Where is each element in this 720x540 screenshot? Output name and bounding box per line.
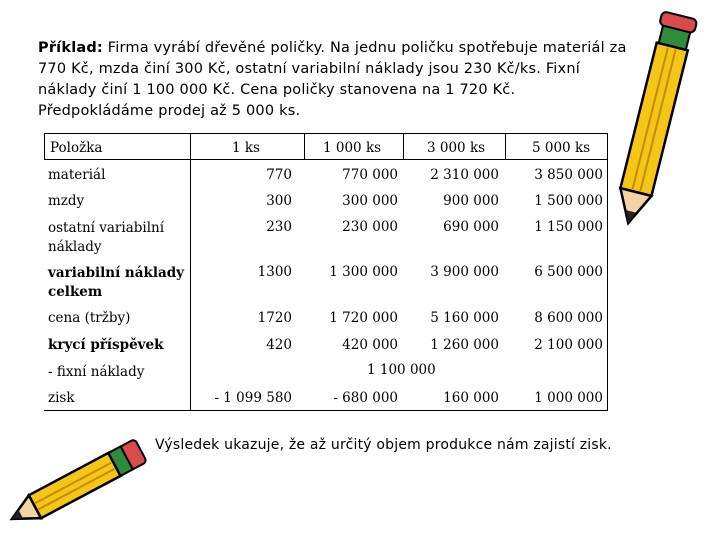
header-5000ks: 5 000 ks	[532, 140, 591, 156]
row-label-mzdy: mzdy	[48, 193, 85, 209]
cell-kryci-5000ks: 2 100 000	[534, 337, 603, 353]
cell-mzdy-5000ks: 1 500 000	[534, 193, 603, 209]
cell-cena-5000ks: 8 600 000	[534, 310, 603, 326]
cell-varcelkem-5000ks: 6 500 000	[534, 264, 603, 280]
cell-cena-1ks: 1720	[257, 310, 292, 326]
row-label-variabilni-celkem: variabilní náklady celkem	[48, 265, 184, 300]
cell-cena-3000ks: 5 160 000	[430, 310, 499, 326]
cell-ostatni-1000ks: 230 000	[342, 219, 398, 235]
cell-material-5000ks: 3 850 000	[534, 167, 603, 183]
col-divider-3	[403, 133, 404, 159]
cell-kryci-1ks: 420	[266, 337, 292, 353]
result-sentence: Výsledek ukazuje, že až určitý objem produkce nám zajistí zisk.	[155, 437, 612, 453]
cell-ostatni-3000ks: 690 000	[443, 219, 499, 235]
intro-paragraph	[38, 38, 628, 122]
pencil-top-right-icon	[600, 5, 715, 235]
intro-text: Firma vyrábí dřevěné poličky. Na jednu poličku spotřebuje materiál za 770 Kč, mzda činí 300 Kč, ostatní variabilní náklady jsou 230 Kč/ks. Fixní náklady činí 1 100 000 Kč. Cena poličky stanovena na 1 720 Kč. Předpokládáme prodej až 5 000 ks.	[38, 40, 627, 119]
cell-material-1000ks: 770 000	[342, 167, 398, 183]
header-3000ks: 3 000 ks	[427, 140, 486, 156]
cell-fixni-span: 1 100 000	[367, 362, 436, 378]
row-label-cena: cena (tržby)	[48, 310, 131, 326]
row-label-fixni: - fixní náklady	[48, 364, 145, 380]
col-divider-2	[304, 133, 305, 159]
col-divider-1	[190, 133, 191, 410]
cell-material-1ks: 770	[266, 167, 292, 183]
cell-kryci-3000ks: 1 260 000	[430, 337, 499, 353]
table-left-border	[44, 133, 45, 159]
table-header-divider	[44, 159, 608, 160]
cell-varcelkem-1000ks: 1 300 000	[329, 264, 398, 280]
cell-kryci-1000ks: 420 000	[342, 337, 398, 353]
cell-zisk-3000ks: 160 000	[443, 390, 499, 406]
table-bottom-border	[44, 410, 608, 411]
cell-cena-1000ks: 1 720 000	[329, 310, 398, 326]
cell-ostatni-1ks: 230	[266, 219, 292, 235]
cell-ostatni-5000ks: 1 150 000	[534, 219, 603, 235]
cell-varcelkem-3000ks: 3 900 000	[430, 264, 499, 280]
cell-zisk-5000ks: 1 000 000	[534, 390, 603, 406]
header-1ks: 1 ks	[232, 140, 260, 156]
pencil-bottom-left-icon	[0, 430, 160, 540]
cell-varcelkem-1ks: 1300	[257, 264, 292, 280]
row-label-kryci: krycí příspěvek	[48, 337, 164, 353]
cell-mzdy-1ks: 300	[266, 193, 292, 209]
header-polozka: Položka	[50, 140, 103, 156]
row-label-zisk: zisk	[48, 390, 75, 406]
cell-mzdy-1000ks: 300 000	[342, 193, 398, 209]
row-label-material: materiál	[48, 167, 106, 183]
header-1000ks: 1 000 ks	[323, 140, 382, 156]
cell-mzdy-3000ks: 900 000	[443, 193, 499, 209]
intro-label: Příklad:	[38, 40, 103, 56]
table-top-border	[44, 133, 608, 134]
cell-zisk-1ks: - 1 099 580	[214, 390, 292, 406]
col-divider-4	[505, 133, 506, 159]
row-label-ostatni: ostatní variabilní náklady	[48, 220, 165, 255]
cell-zisk-1000ks: - 680 000	[333, 390, 398, 406]
cell-material-3000ks: 2 310 000	[430, 167, 499, 183]
